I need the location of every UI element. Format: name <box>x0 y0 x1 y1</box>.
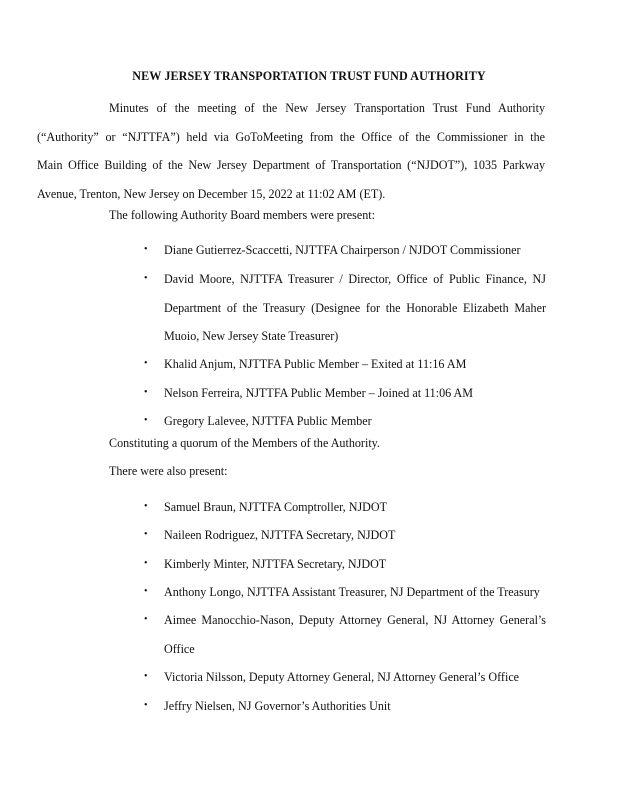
intro-paragraph <box>37 94 545 208</box>
bullet-icon: • <box>144 501 148 512</box>
quorum-text: Constituting a quorum of the Members of the Authority. <box>109 436 380 450</box>
bullet-icon: • <box>144 244 148 255</box>
list-item-text: Victoria Nilsson, Deputy Attorney General, NJ Attorney General’s Office <box>164 670 520 684</box>
list-item-text: Naileen Rodriguez, NJTTFA Secretary, NJDOT <box>164 528 396 542</box>
bullet-icon: • <box>144 700 148 711</box>
intro-line: (“Authority” or “NJTTFA”) held via GoToMeeting from the Office of the Commissioner in the <box>37 129 545 144</box>
board-intro: The following Authority Board members were present: <box>109 208 375 222</box>
list-item-text: Kimberly Minter, NJTTFA Secretary, NJDOT <box>164 557 387 571</box>
bullet-icon: • <box>144 273 148 284</box>
list-item-text: Department of the Treasury (Designee for the Honorable Elizabeth Maher <box>164 300 546 315</box>
also-present-intro: There were also present: <box>109 464 228 478</box>
document-title: NEW JERSEY TRANSPORTATION TRUST FUND AUTHORITY <box>132 69 486 83</box>
bullet-icon: • <box>144 415 148 426</box>
bullet-icon: • <box>144 671 148 682</box>
list-item-text: Anthony Longo, NJTTFA Assistant Treasurer, NJ Department of the Treasury <box>164 585 540 599</box>
bullet-icon: • <box>144 529 148 540</box>
list-item-text: Gregory Lalevee, NJTTFA Public Member <box>164 414 372 428</box>
intro-line: Main Office Building of the New Jersey Department of Transportation (“NJDOT”), 1035 Parkway <box>37 158 545 172</box>
list-item-text: Diane Gutierrez-Scaccetti, NJTTFA Chairperson / NJDOT Commissioner <box>164 243 521 257</box>
list-item-text: Aimee Manocchio-Nason, Deputy Attorney General, NJ Attorney General’s <box>164 613 546 627</box>
list-item-text: David Moore, NJTTFA Treasurer / Director, Office of Public Finance, NJ <box>164 272 546 286</box>
bullet-icon: • <box>144 358 148 369</box>
bullet-icon: • <box>144 586 148 597</box>
intro-line: Minutes of the meeting of the New Jersey Transportation Trust Fund Authority <box>109 101 545 115</box>
intro-line: Avenue, Trenton, New Jersey on December 15, 2022 at 11:02 AM (ET). <box>37 186 386 201</box>
bullet-icon: • <box>144 614 148 625</box>
list-item-text: Khalid Anjum, NJTTFA Public Member – Exited at 11:16 AM <box>164 357 467 371</box>
list-item-text: Muoio, New Jersey State Treasurer) <box>164 329 339 343</box>
bullet-icon: • <box>144 558 148 569</box>
list-item-text: Samuel Braun, NJTTFA Comptroller, NJDOT <box>164 500 388 514</box>
list-item-text: Nelson Ferreira, NJTTFA Public Member – Joined at 11:06 AM <box>164 386 474 400</box>
bullet-icon: • <box>144 387 148 398</box>
list-item-text: Jeffry Nielsen, NJ Governor’s Authorities Unit <box>164 699 391 713</box>
list-item-text: Office <box>164 641 195 656</box>
